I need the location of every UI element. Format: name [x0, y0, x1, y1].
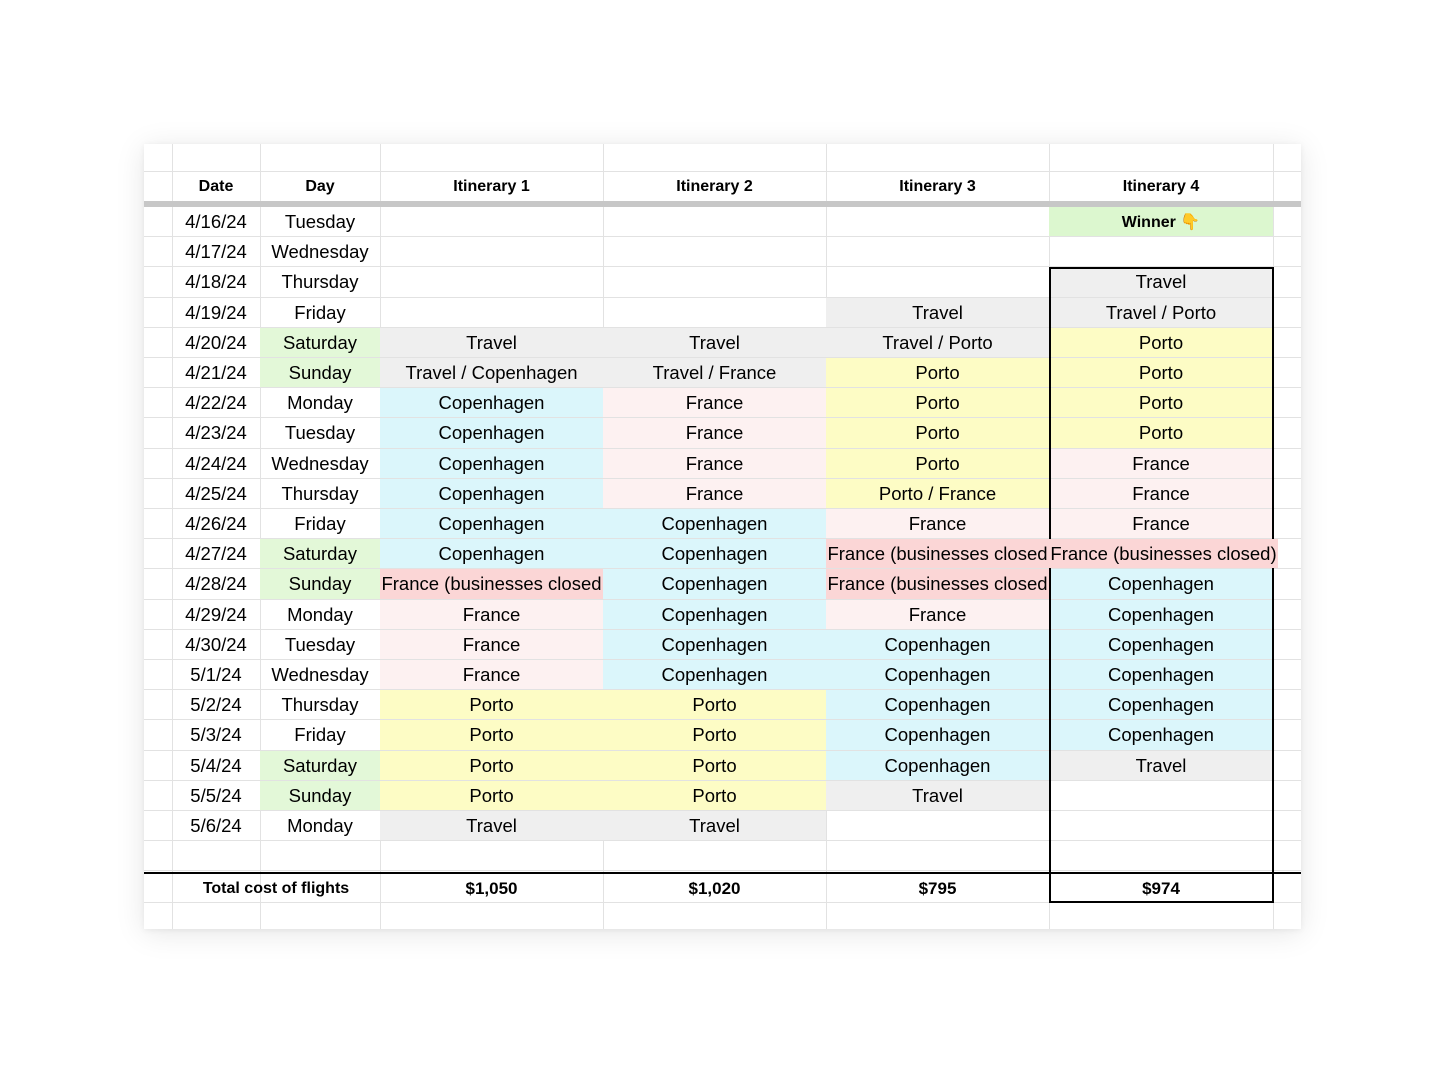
itinerary-2-cell[interactable]: France — [603, 479, 826, 508]
itinerary-3-cell[interactable]: Travel — [826, 781, 1049, 810]
itinerary-3-cell[interactable]: Copenhagen — [826, 751, 1049, 780]
itinerary-2-cell[interactable]: Copenhagen — [603, 600, 826, 629]
itinerary-1-cell[interactable]: France — [380, 660, 603, 689]
date-cell[interactable]: 4/21/24 — [185, 361, 247, 383]
total-itinerary-3[interactable]: $795 — [918, 878, 957, 898]
itinerary-1-cell[interactable] — [380, 298, 603, 327]
itinerary-2-cell[interactable]: France — [603, 449, 826, 478]
itinerary-2-cell[interactable]: Copenhagen — [603, 509, 826, 538]
itinerary-3-cell[interactable] — [826, 267, 1049, 297]
date-cell[interactable]: 4/29/24 — [185, 603, 247, 625]
itinerary-4-cell[interactable]: Porto — [1049, 418, 1273, 448]
header-itinerary-3[interactable]: Itinerary 3 — [899, 178, 976, 195]
itinerary-2-cell[interactable]: Travel — [603, 811, 826, 840]
date-cell[interactable]: 4/28/24 — [185, 573, 247, 594]
day-cell[interactable]: Wednesday — [271, 240, 369, 262]
grid-line-horizontal — [144, 840, 1301, 841]
itinerary-1-cell[interactable]: Copenhagen — [380, 418, 603, 448]
itinerary-4-cell[interactable]: Travel / Porto — [1049, 298, 1273, 327]
day-cell[interactable]: Sunday — [260, 569, 380, 599]
total-itinerary-4[interactable]: $974 — [1142, 878, 1180, 898]
itinerary-3-cell[interactable] — [826, 539, 1049, 568]
date-cell[interactable]: 4/22/24 — [185, 391, 247, 413]
itinerary-1-cell[interactable]: Porto — [380, 751, 603, 780]
itinerary-4-cell[interactable]: Travel — [1049, 267, 1273, 297]
itinerary-2-cell[interactable]: Porto — [603, 720, 826, 750]
itinerary-3-cell[interactable] — [826, 569, 1049, 599]
itinerary-3-cell[interactable]: France — [826, 600, 1049, 629]
itinerary-4-cell[interactable] — [1049, 781, 1273, 810]
itinerary-4-cell[interactable]: Copenhagen — [1049, 569, 1273, 599]
itinerary-4-cell[interactable]: France — [1049, 479, 1273, 508]
day-cell[interactable]: Monday — [287, 603, 353, 625]
itinerary-3-cell[interactable]: Porto — [826, 418, 1049, 448]
date-cell[interactable]: 4/25/24 — [185, 482, 247, 504]
itinerary-2-cell[interactable]: Copenhagen — [603, 569, 826, 599]
day-cell[interactable]: Tuesday — [284, 422, 356, 443]
day-cell[interactable]: Tuesday — [284, 633, 356, 655]
itinerary-1-cell[interactable] — [380, 267, 603, 297]
date-cell[interactable]: 5/4/24 — [190, 754, 242, 776]
itinerary-3-cell[interactable]: Travel / Porto — [826, 328, 1049, 357]
itinerary-1-cell[interactable]: Porto — [380, 781, 603, 810]
header-itinerary-1[interactable]: Itinerary 1 — [453, 178, 530, 195]
date-cell[interactable]: 4/23/24 — [185, 422, 247, 443]
itinerary-4-cell[interactable]: Porto — [1049, 328, 1273, 357]
itinerary-4-cell[interactable]: France — [1049, 449, 1273, 478]
day-cell[interactable]: Monday — [287, 814, 353, 836]
itinerary-3-cell[interactable] — [826, 811, 1049, 840]
date-cell[interactable]: 4/26/24 — [185, 512, 247, 534]
itinerary-3-cell[interactable]: Copenhagen — [826, 630, 1049, 659]
itinerary-3-cell[interactable]: Copenhagen — [826, 660, 1049, 689]
date-cell[interactable]: 4/20/24 — [185, 331, 247, 353]
itinerary-2-cell[interactable]: Copenhagen — [603, 630, 826, 659]
header-day[interactable]: Day — [305, 178, 335, 195]
itinerary-1-cell[interactable] — [380, 207, 603, 236]
itinerary-4-cell[interactable]: Copenhagen — [1049, 630, 1273, 659]
itinerary-3-cell[interactable]: Travel — [826, 298, 1049, 327]
date-cell[interactable]: 5/5/24 — [190, 784, 242, 806]
itinerary-3-cell[interactable] — [826, 237, 1049, 266]
date-cell[interactable]: 4/18/24 — [185, 271, 247, 292]
day-cell[interactable]: Friday — [294, 724, 346, 745]
itinerary-2-cell[interactable]: Travel / France — [603, 358, 826, 387]
itinerary-3-cell[interactable]: Copenhagen — [826, 720, 1049, 750]
itinerary-2-cell[interactable] — [603, 298, 826, 327]
header-itinerary-2[interactable]: Itinerary 2 — [676, 178, 753, 195]
itinerary-2-cell[interactable]: Travel — [603, 328, 826, 357]
day-cell[interactable]: Sunday — [260, 358, 380, 387]
day-cell[interactable]: Saturday — [260, 539, 380, 568]
itinerary-4-cell[interactable]: Copenhagen — [1049, 600, 1273, 629]
itinerary-3-cell[interactable]: Porto — [826, 388, 1049, 417]
day-cell[interactable]: Tuesday — [284, 210, 356, 232]
itinerary-1-cell[interactable]: France — [380, 600, 603, 629]
itinerary-3-cell[interactable]: France — [826, 509, 1049, 538]
itinerary-2-cell[interactable]: France — [603, 418, 826, 448]
itinerary-2-cell[interactable]: France — [603, 388, 826, 417]
date-cell[interactable]: 5/1/24 — [190, 663, 242, 685]
total-itinerary-2[interactable]: $1,020 — [688, 878, 741, 898]
itinerary-2-cell[interactable]: Copenhagen — [603, 539, 826, 568]
day-cell[interactable]: Monday — [287, 391, 353, 413]
header-date[interactable]: Date — [198, 178, 234, 195]
itinerary-3-cell[interactable]: Porto / France — [826, 479, 1049, 508]
winner-badge[interactable]: Winner 👇 — [1049, 207, 1273, 236]
spreadsheet — [144, 144, 1301, 929]
date-cell[interactable]: 4/27/24 — [185, 542, 247, 564]
date-cell[interactable]: 4/24/24 — [185, 452, 247, 474]
itinerary-4-cell[interactable]: Copenhagen — [1049, 660, 1273, 689]
itinerary-2-cell[interactable]: Copenhagen — [603, 660, 826, 689]
itinerary-1-cell[interactable]: Porto — [380, 690, 603, 719]
itinerary-1-cell[interactable] — [380, 237, 603, 266]
itinerary-1-cell[interactable]: Copenhagen — [380, 449, 603, 478]
total-itinerary-1[interactable]: $1,050 — [465, 878, 518, 898]
itinerary-1-cell[interactable]: Copenhagen — [380, 539, 603, 568]
itinerary-1-cell[interactable]: Porto — [380, 720, 603, 750]
itinerary-4-cell[interactable]: France — [1049, 509, 1273, 538]
day-cell[interactable]: Friday — [294, 301, 346, 323]
itinerary-1-cell[interactable]: Copenhagen — [380, 388, 603, 417]
day-cell[interactable]: Wednesday — [271, 452, 369, 474]
day-cell[interactable]: Wednesday — [271, 663, 369, 685]
date-cell[interactable]: 4/17/24 — [185, 240, 247, 262]
itinerary-1-cell[interactable]: Travel — [380, 328, 603, 357]
itinerary-2-cell[interactable]: Porto — [603, 751, 826, 780]
header-itinerary-4[interactable]: Itinerary 4 — [1122, 178, 1200, 195]
date-cell[interactable]: 4/30/24 — [185, 633, 247, 655]
date-cell[interactable]: 4/16/24 — [185, 210, 247, 232]
itinerary-4-cell[interactable]: Porto — [1049, 358, 1273, 387]
itinerary-2-cell[interactable]: Porto — [603, 690, 826, 719]
day-cell[interactable]: Thursday — [281, 482, 359, 504]
itinerary-2-cell[interactable] — [603, 267, 826, 297]
itinerary-2-cell[interactable]: Porto — [603, 781, 826, 810]
day-cell[interactable]: Friday — [294, 512, 346, 534]
date-cell[interactable]: 5/6/24 — [190, 814, 242, 836]
itinerary-2-cell[interactable] — [603, 207, 826, 236]
itinerary-3-cell[interactable]: Copenhagen — [826, 690, 1049, 719]
grid-line-vertical — [1273, 144, 1274, 929]
day-cell[interactable]: Sunday — [260, 781, 380, 810]
itinerary-1-cell[interactable]: France — [380, 630, 603, 659]
itinerary-1-cell[interactable]: Copenhagen — [380, 509, 603, 538]
itinerary-4-cell[interactable]: France (businesses closed) — [1049, 539, 1278, 568]
date-cell[interactable]: 5/2/24 — [190, 693, 242, 715]
date-cell[interactable]: 4/19/24 — [185, 301, 247, 323]
itinerary-4-cell[interactable] — [1049, 237, 1273, 266]
itinerary-4-cell[interactable]: Travel — [1049, 751, 1273, 780]
itinerary-4-cell[interactable]: Copenhagen — [1049, 720, 1273, 750]
itinerary-1-cell[interactable] — [380, 569, 603, 599]
itinerary-3-cell[interactable]: Porto — [826, 358, 1049, 387]
itinerary-1-cell[interactable]: Travel — [380, 811, 603, 840]
itinerary-1-cell[interactable]: Copenhagen — [380, 479, 603, 508]
grid-line-horizontal — [144, 870, 1301, 871]
itinerary-4-cell[interactable] — [1049, 811, 1273, 840]
day-cell[interactable]: Thursday — [281, 271, 359, 292]
date-cell[interactable]: 5/3/24 — [190, 724, 242, 745]
totals-label[interactable]: Total cost of flights — [202, 879, 350, 897]
cell-text: France (businesses closed — [381, 573, 602, 594]
itinerary-3-cell[interactable] — [826, 207, 1049, 236]
itinerary-4-cell[interactable]: Copenhagen — [1049, 690, 1273, 719]
day-cell[interactable]: Thursday — [281, 693, 359, 715]
cell-text: France (businesses closed — [827, 542, 1048, 564]
day-cell[interactable]: Saturday — [260, 328, 380, 357]
itinerary-2-cell[interactable] — [603, 237, 826, 266]
day-cell[interactable]: Saturday — [260, 751, 380, 780]
itinerary-4-cell[interactable]: Porto — [1049, 388, 1273, 417]
itinerary-3-cell[interactable]: Porto — [826, 449, 1049, 478]
cell-text: France (businesses closed — [827, 573, 1048, 594]
itinerary-1-cell[interactable]: Travel / Copenhagen — [380, 358, 603, 387]
